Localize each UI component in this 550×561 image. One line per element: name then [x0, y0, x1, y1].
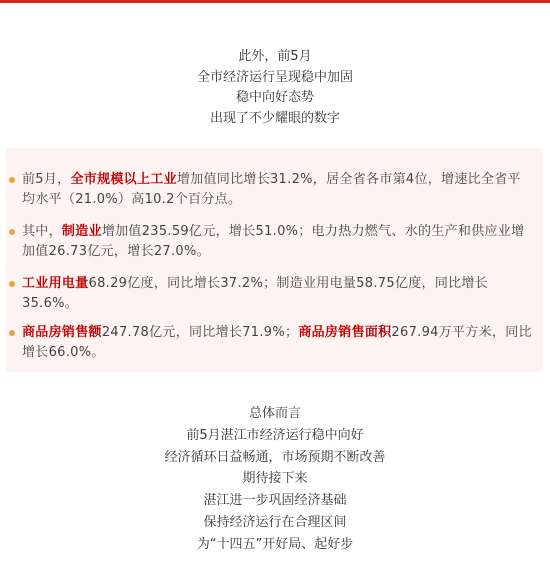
bullet-text: 前5月， [22, 172, 71, 187]
summary-line: 前5月湛江市经济运行稳中向好 [186, 427, 364, 443]
highlight-keyword: 商品房销售面积 [298, 325, 392, 340]
intro-line: 稳中向好态势 [235, 90, 314, 105]
intro-line: 出现了不少耀眼的数字 [209, 110, 340, 126]
bullet-text: 增加值235.59亿元，增长51.0%；电力热力燃气、水的生产和供应业增加值26.73亿元，增长27.0%。 [22, 224, 525, 259]
bullet-text: 其中， [22, 224, 62, 239]
bullet-dot-icon [9, 281, 15, 287]
summary-text-block [0, 403, 550, 556]
highlight-keyword: 制造业 [61, 224, 102, 239]
summary-line: 保持经济运行在合理区间 [203, 514, 347, 530]
summary-line: 湛江进一步巩固经济基础 [203, 493, 347, 509]
bullet-text: 267.94万平方米，同比增长66.0%。 [22, 325, 532, 360]
bullet-text: 增加值同比增长31.2%，居全省各市第4位，增速比全省平均水平（21.0%）高10.2个百分点。 [22, 172, 521, 207]
bullet-item-industrial-output [22, 170, 534, 210]
bullet-dot-icon [9, 330, 15, 336]
summary-line: 经济循环日益畅通，市场预期不断改善 [164, 449, 386, 465]
intro-line: 此外，前5月 [238, 49, 312, 64]
bullet-item-housing-sales [22, 323, 534, 363]
bullet-dot-icon [9, 177, 15, 183]
bullet-dot-icon [9, 229, 15, 235]
summary-line: 期待接下来 [242, 471, 308, 487]
bullet-item-electricity [22, 274, 534, 314]
bullet-text: 68.29亿度，同比增长37.2%；制造业用电量58.75亿度，同比增长35.6%。 [22, 276, 489, 311]
highlight-keyword: 全市规模以上工业 [70, 172, 177, 187]
highlight-keyword: 商品房销售额 [22, 325, 102, 340]
top-divider [0, 0, 550, 3]
highlight-keyword: 工业用电量 [22, 276, 89, 291]
bullet-item-manufacturing [22, 222, 534, 262]
intro-line: 全市经济运行呈现稳中加固 [196, 69, 353, 85]
summary-line: 总体而言 [248, 406, 301, 421]
intro-text-block [0, 47, 550, 129]
summary-line: 为“十四五”开好局、起好步 [196, 536, 354, 552]
bullet-text: 247.78亿元，同比增长71.9%； [101, 325, 299, 340]
